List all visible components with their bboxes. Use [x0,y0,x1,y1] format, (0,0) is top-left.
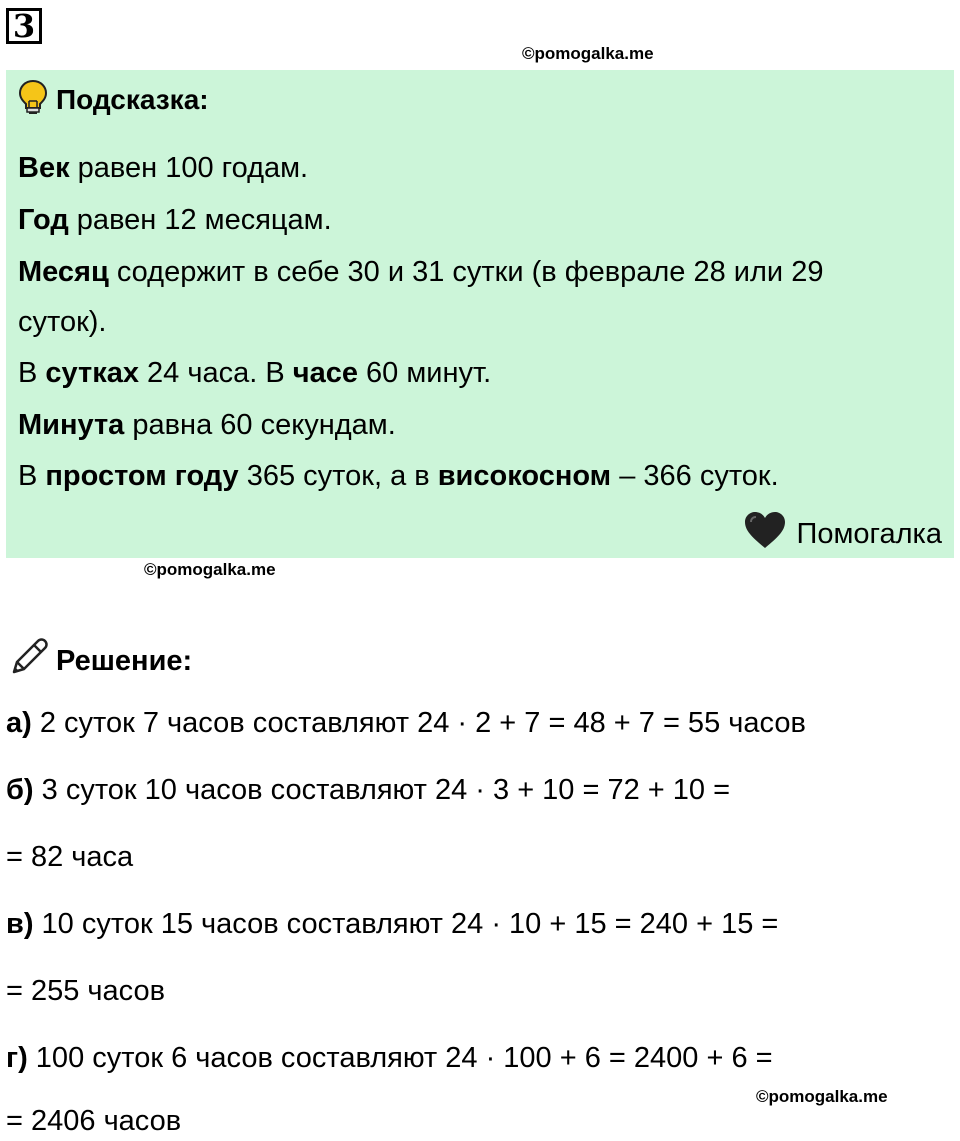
brand-name: Помогалка [796,517,942,550]
hint-line-month-cont: суток). [18,306,107,338]
hint-title [18,80,209,120]
lightbulb-icon [18,79,48,122]
brand [743,510,942,558]
watermark-bottom: ©pomogalka.me [756,1087,888,1106]
hint-line-leap-year: В простом году 365 суток, а в високосном – 366 суток. [18,460,779,492]
hint-title-text: Подсказка: [56,84,209,115]
watermark-top: ©pomogalka.me [522,44,654,63]
solution-line-b-cont: = 82 часа [6,841,134,873]
heart-icon [743,510,787,558]
solution-line-a: а) 2 суток 7 часов составляют 24 · 2 + 7 = 48 + 7 = 55 часов [6,707,806,739]
task-number: 3 [6,8,42,44]
watermark-middle: ©pomogalka.me [144,560,276,579]
pencil-icon [8,636,50,686]
solution-title [8,636,192,686]
hint-line-day-hour: В сутках 24 часа. В часе 60 минут. [18,357,492,389]
solution-line-g: г) 100 суток 6 часов составляют 24 · 100 + 6 = 2400 + 6 = [6,1042,773,1074]
solution-line-b: б) 3 суток 10 часов составляют 24 · 3 + 10 = 72 + 10 = [6,774,731,806]
solution-line-g-cont: = 2406 часов [6,1105,182,1137]
solution-title-text: Решение: [56,644,193,677]
solution-line-v-cont: = 255 часов [6,975,166,1007]
hint-line-month: Месяц содержит в себе 30 и 31 сутки (в феврале 28 или 29 [18,256,824,288]
solution-line-v: в) 10 суток 15 часов составляют 24 · 10 + 15 = 240 + 15 = [6,908,779,940]
hint-line-century: Век равен 100 годам. [18,152,309,184]
hint-line-minute: Минута равна 60 секундам. [18,409,396,441]
hint-line-year: Год равен 12 месяцам. [18,204,332,236]
